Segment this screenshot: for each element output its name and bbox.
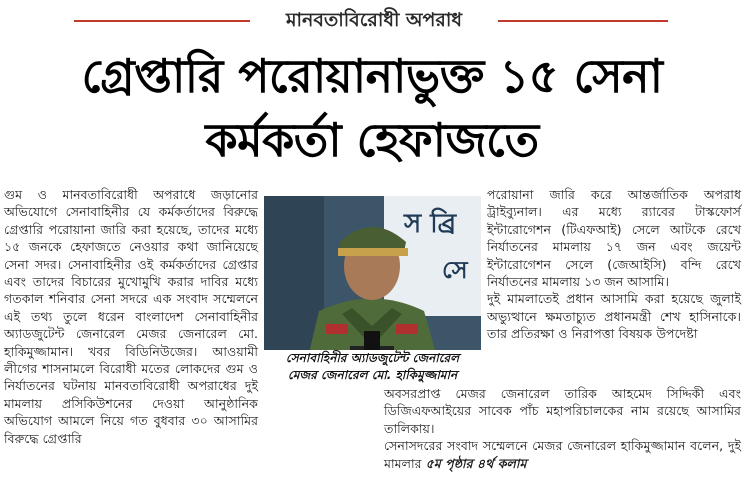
body-right-paragraph-2: দুই মামলাতেই প্রধান আসামি করা হয়েছে জুলাই অভ্যুত্থানে ক্ষমতাচ্যুত প্রধানমন্ত্রী শেখ হাসিনাকে। তার প্রতিরক্ষা ও নিরাপত্তা বিষয়ক উপদেষ্টা bbox=[487, 291, 741, 342]
body-column-bottom bbox=[384, 385, 741, 472]
body-column-left bbox=[4, 186, 258, 447]
photo-caption-line-2: মেজর জেনারেল মো. হাকিমুজ্জামান bbox=[287, 368, 458, 382]
body-left-paragraph: গুম ও মানবতাবিরোধী অপরাধে জড়ানোর অভিযোগে সেনাবাহিনীর যে কর্মকর্তাদের বিরুদ্ধে গ্রেপ্তারি পরোয়ানা জারি করা হয়েছে, তাদের মধ্যে ১৫ জনকে হেফাজতে নেওয়ার কথা জানিয়েছে সেনা সদর। সেনাবাহিনীর ওই কর্মকর্তাদের গ্রেপ্তার এবং তাদের বিচারের মুখোমুখি করার দাবির মধ্যে গতকাল শনিবার সেনা সদরে এক সংবাদ সম্মেলনে এই তথ্য তুলে ধরেন বাংলাদেশ সেনাবাহিনীর অ্যাডজুটেন্ট জেনারেল মেজর জেনারেল মো. হাকিমুজ্জামান। খবর বিডিনিউজের। আওয়ামী লীগের শাসনামলে বিরোধী মতের লোকদের গুম ও নির্যাতনের ঘটনায় মানবতাবিরোধী অপরাধের দুই মামলায় প্রসিকিউশনের দেওয়া আনুষ্ঠানিক অভিযোগ আমলে নিয়ে গত বুধবার ৩০ আসামির বিরুদ্ধে গ্রেপ্তারি bbox=[4, 187, 258, 446]
headline bbox=[0, 44, 744, 172]
kicker-rule-left bbox=[74, 20, 250, 22]
kicker-rule-right bbox=[498, 20, 668, 22]
kicker-label: মানবতাবিরোধী অপরাধ bbox=[285, 9, 462, 31]
continuation-jump-link[interactable]: ৫ম পৃষ্ঠার ৪র্থ কলাম bbox=[425, 455, 527, 471]
body-bottom-paragraph-2 bbox=[384, 437, 741, 472]
photo-caption-line-1: সেনাবাহিনীর অ্যাডজুটেন্ট জেনারেল bbox=[285, 351, 460, 365]
photo-caption bbox=[264, 350, 481, 384]
headline-line-2: কর্মকর্তা হেফাজতে bbox=[205, 113, 539, 167]
body-bottom-paragraph-1: অবসরপ্রাপ্ত মেজর জেনারেল তারিক আহমেদ সিদ্দিকী এবং ডিজিএফআইয়ের সাবেক পাঁচ মহাপরিচালকের নাম রয়েছে আসামির তালিকায়। bbox=[384, 386, 741, 436]
photo-sign-text: স ব্রি bbox=[404, 209, 457, 239]
kicker-bar bbox=[0, 4, 744, 36]
headline-line-1: গ্রেপ্তারি পরোয়ানাভুক্ত ১৫ সেনা bbox=[81, 49, 663, 103]
body-right-paragraph-1: পরোয়ানা জারি করে আন্তর্জাতিক অপরাধ ট্রাইব্যুনাল। এর মধ্যে র‍্যাবের টাস্কফোর্স ইন্টারোগেশন (টিএফআই) সেলে আটকে রেখে নির্যাতনের মামলায় ১৭ জন এবং জয়েন্ট ইন্টারোগেশন সেলে (জেআইসি) বন্দি রেখে নির্যাতনের মামলায় ১৩ জন আসামি। bbox=[487, 187, 741, 290]
photo-caption-box bbox=[264, 346, 481, 382]
photo-sign-text-2: সে bbox=[442, 256, 468, 284]
body-column-right bbox=[487, 186, 741, 343]
body-bottom-text: সেনাসদরের সংবাদ সম্মেলনে মেজর জেনারেল হাকিমুজ্জামান বলেন, দুই মামলার bbox=[384, 438, 741, 471]
